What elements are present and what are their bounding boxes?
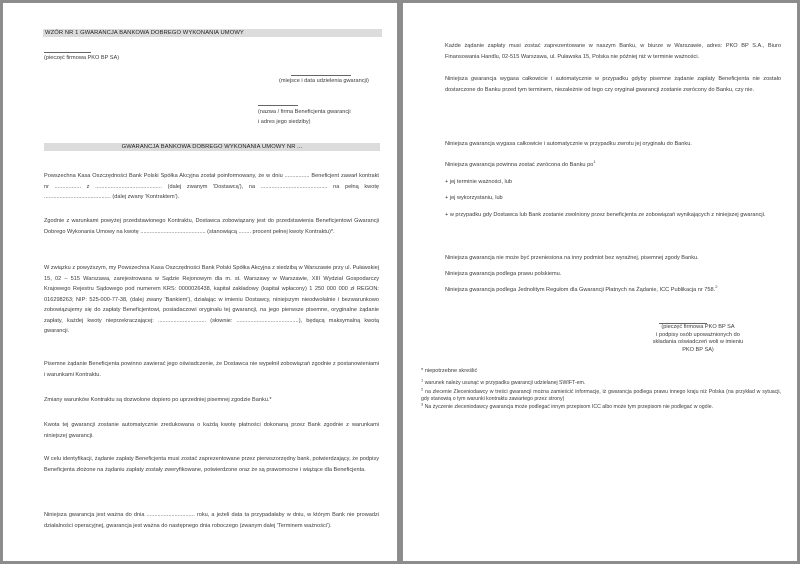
paragraph-beneficiary-statement: Pisemne żądanie Beneficjenta powinno zawierać jego oświadczenie, że Dostawca nie wypełnił zobowiązań zgodnie z postanowieniami i warunkami Kontraktu. — [44, 361, 379, 378]
footnote-ref-1: 1 — [593, 159, 596, 165]
bullet-release: + w przypadku gdy Dostawca lub Bank zostanie zwolniony przez beneficjenta ze zobowiązań wynikających z niniejszej gwarancji. — [445, 212, 766, 218]
stamp-label: (pieczęć firmowa PKO BP SA) — [44, 55, 120, 61]
bullet-usage: + jej wykorzystaniu, lub — [445, 195, 503, 201]
paragraph-reduction: Kwota tej gwarancji zostanie automatycznie zredukowana o każdą kwotę płatności dokonaną przez Bank zgodnie z warunkami niniejszej gwarancji. — [44, 422, 379, 439]
document-page-left — [3, 3, 397, 561]
paragraph-obligation: Zgodnie z warunkami powyżej przedstawionego Kontraktu, Dostawca zobowiązany jest do przedstawienia Beneficjentowi Gwarancji Dobrego Wykonania Umowy na kwotę .......................................... (stanowiącą ........ procent pełnej kwoty Kontraktu)*. — [44, 218, 379, 235]
document-header: WZÓR NR 1 GWARANCJA BANKOWA DOBREGO WYKONANIA UMOWY — [45, 30, 244, 36]
paragraph-validity: Niniejsza gwarancja jest ważna do dnia ............................... roku, a jeżeli data ta przypadałaby w dniu, w którym Bank nie prowadzi działalności operacyjnej, gwarancja jest ważna do następnego dnia roboczego (zwanym dalej 'Terminem ważności'). — [44, 512, 379, 529]
guarantee-title-bar — [44, 143, 380, 151]
footnote-ref-2: 2 — [715, 284, 718, 290]
paragraph-icc — [445, 285, 781, 296]
signature-label-1: (pieczęć firmowa PKO BP SA — [661, 324, 735, 330]
footnote-3-text: Na życzenie zleceniodawcy gwarancja może podlegać innym przepisom ICC albo może tym przepisom nie podlegać w ogóle. — [424, 404, 714, 410]
footnote-2-text: na zlecenie Zleceniodawcy w treści gwarancji można zamieścić informację, iż gwarancja podlega prawu innego kraju niż Polska (na przykład w sytuacji, gdy stanowią o tym warunki kontraktu zawartego przez strony) — [421, 389, 781, 403]
beneficiary-label-1: (nazwa / firma Beneficjenta gwarancji — [258, 109, 351, 115]
bullet-validity: + jej terminie ważności, lub — [445, 179, 512, 185]
guarantee-title: GWARANCJA BANKOWA DOBREGO WYKONANIA UMOWY NR ... — [121, 144, 303, 150]
paragraph-law: Niniejsza gwarancja podlega prawu polskiemu. — [445, 271, 562, 277]
signature-label-4: PKO BP SA) — [682, 346, 714, 353]
paragraph-bank-commitment: W związku z powyższym, my Powszechna Kasa Oszczędności Bank Polski Spółka Akcyjna z siedzibą w Warszawie przy ul. Puławskiej 15, 02 – 515 Warszawa, zarejestrowana w Sądzie Rejonowym dla m. st. Warszawy w Warszawie, XIII Wydział Gospodarczy Krajowego Rejestru Sądowego pod numerem KRS: 0000026438, kapitał zakładowy (kapitał wpłacony) 1 250 000 000 zł REGON: 016298263; NIP: 525-000-77-38, (dalej zwany 'Bankiem'), działając w imieniu Dostawcy, niniejszym nieodwołalnie i bezwarunkowo zobowiązujemy się do zapłaty Beneficjentowi, posiadaczowi oryginału tej gwarancji, na jego pierwsze pisemne, oryginalne żądanie zapłaty, każdej kwoty nieprzekraczającej: ............................... (słownie: ........................................), będącą maksymalną kwotą gwarancji. — [44, 265, 379, 334]
paragraph-return-text: Niniejsza gwarancja powinna zostać zwrócona do Banku po — [445, 162, 594, 168]
paragraph-contract-changes: Zmiany warunków Kontraktu są dozwolone dopiero po uprzedniej pisemnej zgodzie Banku.* — [44, 397, 272, 403]
footnote-3-marker: 3 — [421, 401, 424, 407]
signature-block — [633, 324, 763, 354]
footnote-2-marker: 2 — [421, 386, 424, 392]
signature-label-3: składania oświadczeń woli w imieniu — [652, 339, 744, 346]
footnote-1-marker: 1 — [421, 377, 424, 383]
footnote-2 — [421, 386, 781, 403]
strike-note: * niepotrzebne skreślić — [421, 368, 478, 374]
footnote-1-text: warunek należy usunąć w przypadku gwarancji udzielanej SWIFT-em. — [424, 380, 586, 386]
paragraph-transfer: Niniejsza gwarancja nie może być przeniesiona na inny podmiot bez wyraźnej, pisemnej zgody Banku. — [445, 255, 699, 261]
place-date-label: (miejsce i data udzielenia gwarancji) — [279, 78, 369, 84]
paragraph-presentation: Każde żądanie zapłaty musi zostać zaprezentowane w naszym Banku, w biurze w Warszawie, adres: PKO BP S.A., Biuro Finansowania Handlu, 02-515 Warszawa, ul. Puławska 15, Polska nie później niż w terminie ważności. — [445, 43, 781, 60]
signature-label-2: i podpisy osób upoważnionych do — [656, 331, 740, 338]
footnote-3 — [421, 401, 781, 411]
paragraph-return — [445, 160, 781, 171]
beneficiary-label-2: i adres jego siedziby) — [258, 119, 311, 125]
footnote-1 — [421, 377, 781, 387]
paragraph-identification: W celu identyfikacji, żądanie zapłaty Beneficjenta musi zostać zaprezentowane przez pierwszorzędny bank, potwierdzający, że podpisy Beneficjenta złożone na żądaniu zapłaty zostały zweryfikowane, potwierdzone oraz że są prawomocne i wiążące dla Beneficjenta. — [44, 456, 379, 473]
paragraph-expiry-return: Niniejsza gwarancja wygasa całkowicie i automatycznie w przypadku zwrotu jej oryginału do Banku. — [445, 141, 692, 147]
paragraph-contract: Powszechna Kasa Oszczędności Bank Polski Spółka Akcyjna został poinformowany, że w dniu ................ Beneficjent zawarł kontrakt nr ................. z ........................................... (dalej zwanym 'Dostawcą'), na ........................................... na pełną kwotę ........................................... (dalej zwany 'Kontraktem'). — [44, 173, 379, 200]
paragraph-expiry-delivery: Niniejsza gwarancja wygasa całkowicie i automatycznie w przypadku gdyby pisemne żądanie zapłaty Beneficjenta nie zostało dostarczone do Banku przed tym terminem, niezależnie od tego czy oryginał gwarancji zostanie zwrócony do Banku, czy nie. — [445, 76, 781, 93]
document-header-bar — [43, 29, 382, 37]
document-page-right — [403, 3, 797, 561]
beneficiary-line — [258, 105, 298, 106]
paragraph-icc-text: Niniejsza gwarancja podlega Jednolitym Regułom dla Gwarancji Płatnych na Żądanie, ICC Publikacja nr 758. — [445, 287, 716, 293]
